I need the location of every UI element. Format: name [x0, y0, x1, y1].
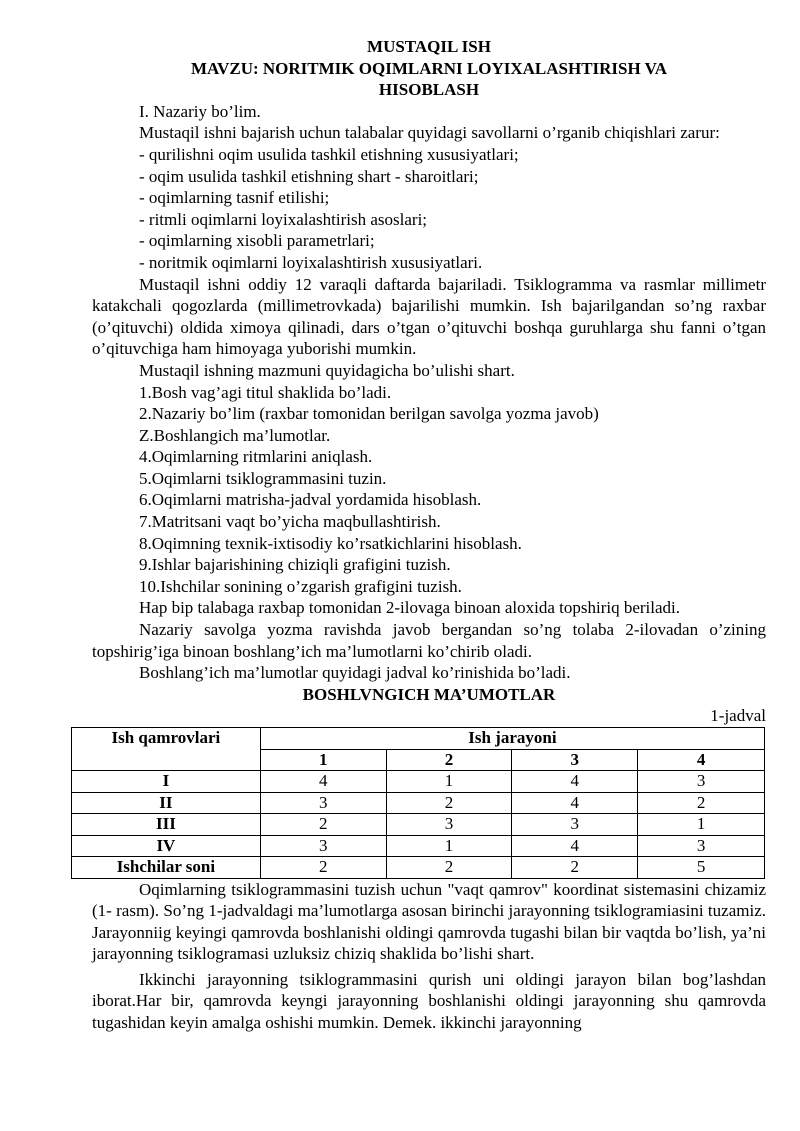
- intro-paragraph: Mustaqil ishni bajarish uchun talabalar quyidagi savollarni o’rganib chiqishlari zarur:: [139, 123, 720, 143]
- table-cell: 2: [386, 857, 512, 879]
- list-item: 9.Ishlar bajarishining chiziqli grafigini tuzish.: [139, 555, 451, 575]
- data-table: [71, 727, 765, 879]
- table-row: [72, 857, 765, 879]
- list-item: - noritmik oqimlarni loyixalashtirish xususiyatlari.: [139, 252, 483, 272]
- table-cell: 3: [260, 835, 386, 857]
- title-line-1: MUSTAQIL ISH: [367, 37, 491, 56]
- list-item: 5.Oqimlarni tsiklogrammasini tuzin.: [139, 468, 387, 488]
- row-label: III: [72, 814, 261, 836]
- task-paragraph: Hap bip talabaga raxbap tomonidan 2-ilovaga binoan aloxida topshiriq beriladi.: [139, 598, 681, 618]
- list-item: - oqimlarning tasnif etilishi;: [139, 188, 330, 208]
- table-cell: 4: [512, 835, 638, 857]
- col-header: 3: [512, 749, 638, 771]
- table-cell: 1: [386, 771, 512, 793]
- table-row: [72, 771, 765, 793]
- table-intro-paragraph: Boshlang’ich ma’lumotlar quyidagi jadval ko’rinishida bo’ladi.: [139, 663, 571, 683]
- table-row: [72, 835, 765, 857]
- list-item: 6.Oqimlarni matrisha-jadval yordamida hisoblash.: [139, 490, 482, 510]
- table-cell: 1: [386, 835, 512, 857]
- title-line-2: MAVZU: NORITMIK OQIMLARNI LOYIXALASHTIRISH VA: [190, 58, 668, 78]
- table-cell: 4: [512, 792, 638, 814]
- answer-paragraph: Nazariy savolga yozma ravishda javob bergandan so’ng tolaba 2-ilovadan o’zining topshirig’iga binoan boshlang’ich ma’lumotlarni ko’chirib oladi.: [92, 620, 766, 661]
- list-item: - ritmli oqimlarni loyixalashtirish asoslari;: [139, 209, 428, 229]
- col-header: 2: [386, 749, 512, 771]
- table-row: [72, 792, 765, 814]
- table-cell: 3: [638, 771, 765, 793]
- table-cell: 1: [638, 814, 765, 836]
- row-label: Ishchilar soni: [72, 857, 261, 879]
- section-heading: I. Nazariy bo’lim.: [139, 101, 261, 121]
- list-item: 10.Ishchilar sonining o’zgarish grafigini tuzish.: [139, 576, 462, 596]
- row-label: I: [72, 771, 261, 793]
- col-header: 4: [638, 749, 765, 771]
- table-cell: 2: [512, 857, 638, 879]
- list-item: - qurilishni oqim usulida tashkil etishning xususiyatlari;: [139, 144, 519, 164]
- table-cell: 3: [386, 814, 512, 836]
- steps-list: [92, 382, 766, 598]
- list-item: 1.Bosh vag’agi titul shaklida bo’ladi.: [139, 382, 392, 402]
- list-item: 7.Matritsani vaqt bo’yicha maqbullashtirish.: [139, 512, 441, 532]
- col-header-work-scope: Ish qamrovlari: [72, 728, 261, 771]
- table-cell: 3: [260, 792, 386, 814]
- row-label: IV: [72, 835, 261, 857]
- table-cell: 4: [260, 771, 386, 793]
- col-header-group: Ish jarayoni: [260, 728, 764, 750]
- table-cell: 2: [386, 792, 512, 814]
- table-title: BOSHLVNGICH MA’UMOTLAR: [302, 684, 556, 704]
- table-row: [72, 814, 765, 836]
- row-label: II: [72, 792, 261, 814]
- table-caption: 1-jadval: [710, 706, 766, 726]
- content-paragraph: Mustaqil ishning mazmuni quyidagicha bo’ulishi shart.: [139, 360, 515, 380]
- list-item: 8.Oqimning texnik-ixtisodiy ko’rsatkichlarini hisoblash.: [139, 533, 522, 553]
- list-item: - oqim usulida tashkil etishning shart - sharoitlari;: [139, 166, 479, 186]
- table-cell: 4: [512, 771, 638, 793]
- list-item: - oqimlarning xisobli parametrlari;: [139, 231, 375, 251]
- table-header-row: [72, 728, 765, 750]
- document-content: [92, 36, 766, 1034]
- col-header: 1: [260, 749, 386, 771]
- list-item: 4.Oqimlarning ritmlarini aniqlash.: [139, 447, 373, 467]
- table-cell: 5: [638, 857, 765, 879]
- list-item: 2.Nazariy bo’lim (raxbar tomonidan berilgan savolga yozma javob): [139, 404, 599, 424]
- table-cell: 3: [512, 814, 638, 836]
- table-cell: 2: [260, 857, 386, 879]
- table-cell: 2: [638, 792, 765, 814]
- table-cell: 3: [638, 835, 765, 857]
- after-table-paragraph-2: Ikkinchi jarayonning tsiklogrammasini qurish uni oldingi jarayon bilan bog’lashdan iborat.Har bir, qamrovda keyngi jarayonning boshlanishi oldingi jarayonning shu qamrovda tugashidan keyin amalga oshishi mumkin. Demek. ikkinchi jarayonning: [92, 969, 766, 1033]
- after-table-paragraph-1: Oqimlarning tsiklogrammasini tuzish uchun "vaqt qamrov" koordinat sistemasini chizamiz (1- rasm). So’ng 1-jadvaldagi ma’lumotlarga asosan birinchi jarayonning tsiklogramiasini tuzamiz. Jarayonniig keyingi qamrovda boshlanishi oldingi qamrovda tugashi bilan bir vaqtda bo’lish, ya’ni jarayonning tsiklogramasi uzluksiz chiziq shaklida bo’lishi shart.: [92, 879, 766, 964]
- list-item: Z.Boshlangich ma’lumotlar.: [139, 425, 331, 445]
- questions-list: [92, 144, 766, 274]
- title-line-3: HISOBLASH: [378, 80, 480, 100]
- table-cell: 2: [260, 814, 386, 836]
- notebook-paragraph: Mustaqil ishni oddiy 12 varaqli daftarda bajariladi. Tsiklogramma va rasmlar millimetr katakchali qogozlarda (millimetrovkada) bajarilishi mumkin. Ish bajarilgandan so’ng raxbar (o’qituvchi) oldida ximoya qilinadi, dars o’tgan o’qituvchi boshqa guruhlarga shu fanni o’tgan o’qituvchiga ham himoyaga yuborishi mumkin.: [92, 274, 766, 359]
